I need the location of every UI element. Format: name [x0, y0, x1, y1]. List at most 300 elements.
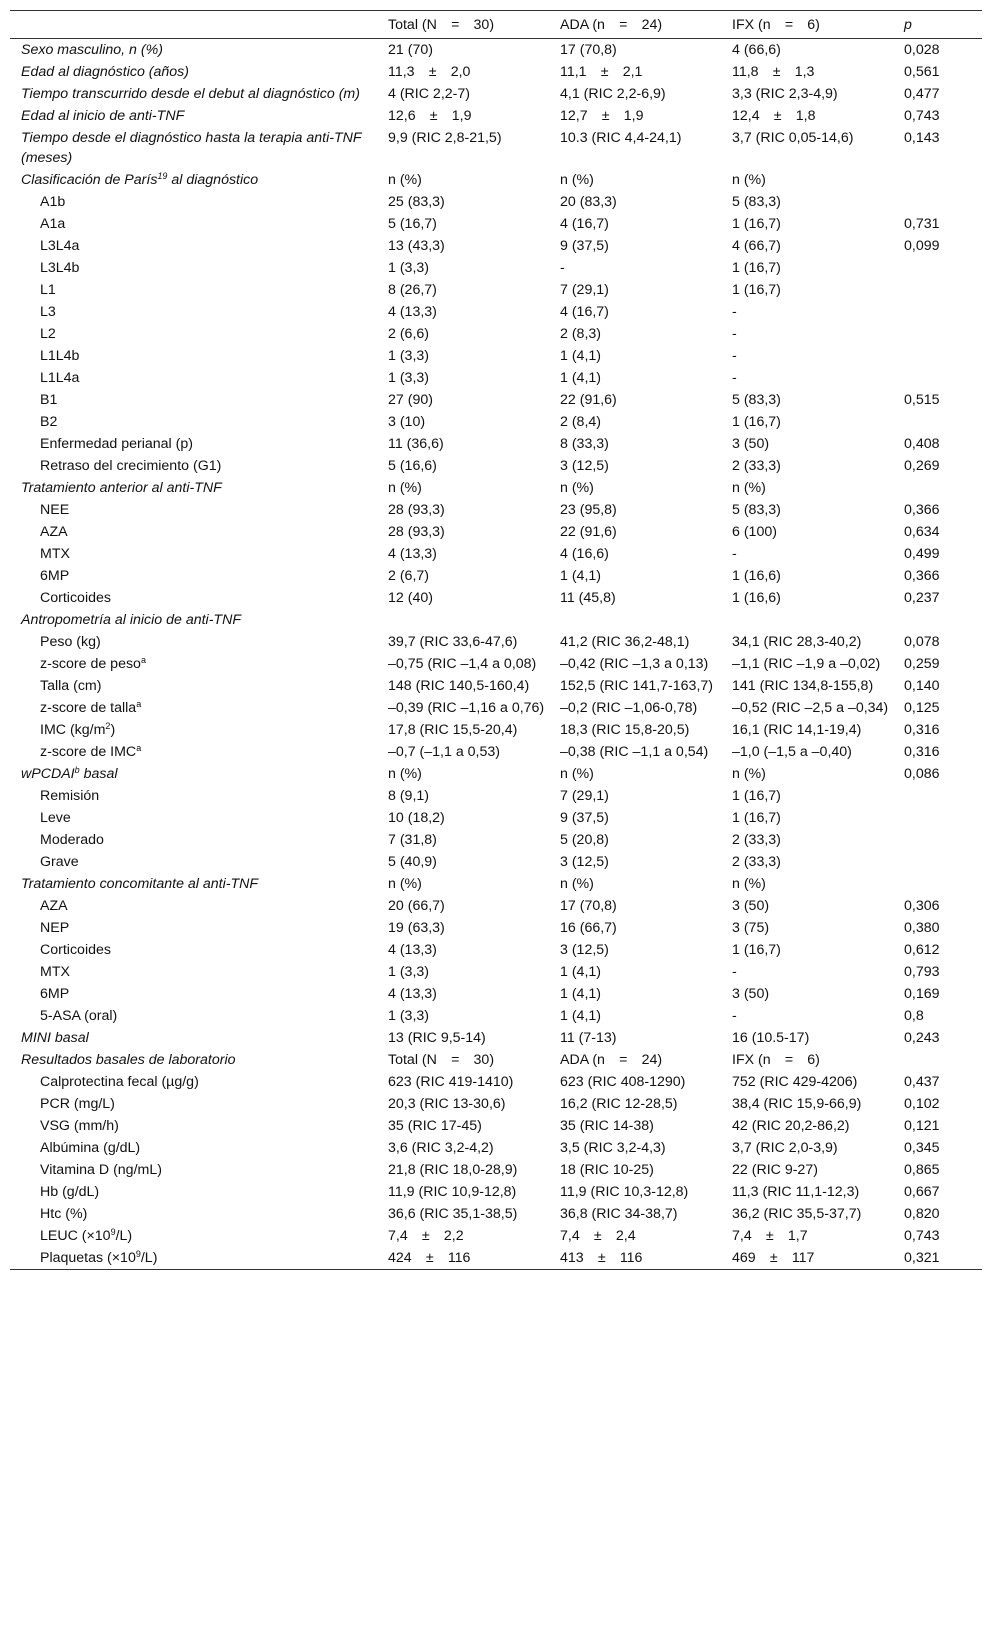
row-label-text: B2 [40, 414, 58, 430]
cell-p: 0,437 [904, 1074, 940, 1090]
row-label-text: 6MP [40, 986, 70, 1002]
row-label-suffix: /L) [140, 1250, 158, 1266]
table-row [10, 785, 982, 807]
cell-ifx [726, 609, 898, 631]
row-label-text: Clasificación de París [21, 172, 158, 188]
table-row [10, 565, 982, 587]
cell-ada: 2 (8,3) [560, 326, 602, 342]
row-label [10, 433, 382, 455]
cell-total: 39,7 (RIC 33,6-47,6) [388, 634, 518, 650]
table-row [10, 279, 982, 301]
cell-p: 0,477 [904, 86, 940, 102]
row-label-text: Sexo masculino, n (%) [21, 42, 163, 58]
table-row [10, 345, 982, 367]
row-label-text: A1a [40, 216, 66, 232]
cell-ifx: - [732, 348, 737, 364]
cell-ada: 10.3 (RIC 4,4-24,1) [560, 130, 682, 146]
row-label-text: Grave [40, 854, 79, 870]
row-label [10, 213, 382, 235]
cell-p: 0,408 [904, 436, 940, 452]
cell-ifx: –1,0 (–1,5 a –0,40) [732, 744, 852, 760]
row-label [10, 323, 382, 345]
table-row [10, 1181, 982, 1203]
table-row [10, 323, 982, 345]
cell-ifx: 1 (16,7) [732, 810, 781, 826]
cell-total: 25 (83,3) [388, 194, 445, 210]
row-label-text: Resultados basales de laboratorio [21, 1052, 236, 1068]
footnote-marker: b [74, 765, 80, 775]
table-row [10, 807, 982, 829]
row-label-text: Corticoides [40, 590, 111, 606]
row-label-text: L3 [40, 304, 56, 320]
table-row [10, 169, 982, 191]
row-label-text: LEUC (×10 [40, 1228, 111, 1244]
row-label-text: NEP [40, 920, 70, 936]
row-label [10, 477, 382, 499]
cell-total: 20,3 (RIC 13-30,6) [388, 1096, 506, 1112]
cell-p: 0,316 [904, 722, 940, 738]
cell-ada: 1 (4,1) [560, 1008, 602, 1024]
cell-ifx: 5 (83,3) [732, 392, 781, 408]
cell-total: 10 (18,2) [388, 810, 445, 826]
cell-ada: 22 (91,6) [560, 524, 617, 540]
cell-total: 5 (40,9) [388, 854, 437, 870]
cell-ada: 11,1 ± 2,1 [560, 64, 643, 80]
cell-p: 0,259 [904, 656, 940, 672]
cell-ifx: 3 (50) [732, 986, 770, 1002]
table-row [10, 763, 982, 785]
cell-ifx: –1,1 (RIC –1,9 a –0,02) [732, 656, 881, 672]
cell-ifx: 3,3 (RIC 2,3-4,9) [732, 86, 838, 102]
table-row [10, 389, 982, 411]
table-row [10, 1115, 982, 1137]
cell-p: 0,028 [904, 42, 940, 58]
cell-ada: 16 (66,7) [560, 920, 617, 936]
row-label-text: Talla (cm) [40, 678, 102, 694]
row-label-text: VSG (mm/h) [40, 1118, 119, 1134]
cell-total: 11,3 ± 2,0 [388, 64, 471, 80]
table-row [10, 257, 982, 279]
row-label [10, 1071, 382, 1093]
header-row [10, 11, 982, 39]
cell-ifx: 42 (RIC 20,2-86,2) [732, 1118, 850, 1134]
cell-ada: 9 (37,5) [560, 810, 609, 826]
cell-ada: 3 (12,5) [560, 854, 609, 870]
cell-ifx: 5 (83,3) [732, 502, 781, 518]
row-label-text: Enfermedad perianal (p) [40, 436, 193, 452]
cell-ifx: 3 (50) [732, 436, 770, 452]
row-label [10, 367, 382, 389]
table-row [10, 455, 982, 477]
row-label-suffix: /L) [115, 1228, 133, 1244]
cell-total: 8 (26,7) [388, 282, 437, 298]
cell-total: –0,7 (–1,1 a 0,53) [388, 744, 501, 760]
row-label-text: Tiempo desde el diagnóstico hasta la terapia anti-TNF (meses) [21, 130, 362, 166]
cell-ifx: 16,1 (RIC 14,1-19,4) [732, 722, 862, 738]
table-row [10, 1027, 982, 1049]
row-label [10, 1247, 382, 1270]
table-row [10, 939, 982, 961]
cell-ada: 152,5 (RIC 141,7-163,7) [560, 678, 714, 694]
row-label [10, 83, 382, 105]
cell-ada: 17 (70,8) [560, 898, 617, 914]
row-label [10, 961, 382, 983]
row-label [10, 39, 382, 62]
cell-ifx: 7,4 ± 1,7 [732, 1228, 808, 1244]
row-label [10, 653, 382, 675]
table-row [10, 39, 982, 62]
row-label [10, 763, 382, 785]
cell-ada [554, 609, 726, 631]
table-row [10, 1093, 982, 1115]
cell-ifx: 11,3 (RIC 11,1-12,3) [732, 1184, 860, 1200]
cell-ada: 4 (16,6) [560, 546, 609, 562]
cell-ifx: 1 (16,7) [732, 260, 781, 276]
row-label [10, 939, 382, 961]
cell-total: 4 (RIC 2,2-7) [388, 86, 470, 102]
cell-ada: 18,3 (RIC 15,8-20,5) [560, 722, 690, 738]
row-label-text: wPCDAI [21, 766, 75, 782]
cell-ifx: 6 (100) [732, 524, 777, 540]
cell-p: 0,169 [904, 986, 940, 1002]
cell-p: 0,078 [904, 634, 940, 650]
cell-total: 5 (16,7) [388, 216, 437, 232]
cell-total: 5 (16,6) [388, 458, 437, 474]
row-label-text: Plaquetas (×10 [40, 1250, 136, 1266]
cell-ada: 41,2 (RIC 36,2-48,1) [560, 634, 690, 650]
cell-p: 0,099 [904, 238, 940, 254]
table-row [10, 631, 982, 653]
cell-total: 4 (13,3) [388, 546, 437, 562]
cell-total: 1 (3,3) [388, 1008, 430, 1024]
cell-p: 0,743 [904, 1228, 940, 1244]
cell-total [382, 609, 554, 631]
cell-ifx: 12,4 ± 1,8 [732, 108, 816, 124]
cell-ifx: - [732, 546, 737, 562]
cell-ada: n (%) [560, 480, 594, 496]
cell-total: 11,9 (RIC 10,9-12,8) [388, 1184, 517, 1200]
row-label [10, 565, 382, 587]
row-label [10, 345, 382, 367]
row-label-text: Hb (g/dL) [40, 1184, 100, 1200]
cell-total: 424 ± 116 [388, 1250, 471, 1266]
row-label [10, 1225, 382, 1247]
row-label [10, 631, 382, 653]
cell-ada: 7,4 ± 2,4 [560, 1228, 636, 1244]
row-label-text: 6MP [40, 568, 70, 584]
cell-p [898, 345, 982, 367]
row-label [10, 301, 382, 323]
cell-total: 28 (93,3) [388, 524, 445, 540]
row-label-text: z-score de IMC [40, 744, 137, 760]
table-row [10, 917, 982, 939]
row-label-text: L3L4b [40, 260, 80, 276]
table-row [10, 521, 982, 543]
cell-total: 7,4 ± 2,2 [388, 1228, 464, 1244]
table-row [10, 829, 982, 851]
cell-p [898, 807, 982, 829]
cell-total: n (%) [388, 172, 422, 188]
cell-ifx: 3 (50) [732, 898, 770, 914]
cell-total: 1 (3,3) [388, 370, 430, 386]
footnote-marker: a [140, 655, 146, 665]
cell-total: 1 (3,3) [388, 260, 430, 276]
table-row [10, 1225, 982, 1247]
cell-ifx: 4 (66,6) [732, 42, 781, 58]
cell-p: 0,366 [904, 502, 940, 518]
cell-p [898, 609, 982, 631]
row-label-suffix: al diagnóstico [167, 172, 259, 188]
row-label-text: AZA [40, 898, 68, 914]
row-label [10, 697, 382, 719]
cell-ada: 3,5 (RIC 3,2-4,3) [560, 1140, 666, 1156]
row-label [10, 105, 382, 127]
table-row [10, 851, 982, 873]
row-label-text: 5-ASA (oral) [40, 1008, 118, 1024]
row-label-text: Corticoides [40, 942, 111, 958]
cell-total: n (%) [388, 876, 422, 892]
cell-ifx: 36,2 (RIC 35,5-37,7) [732, 1206, 862, 1222]
table-row [10, 873, 982, 895]
cell-p: 0,612 [904, 942, 940, 958]
cell-ifx: n (%) [732, 480, 766, 496]
table-row [10, 719, 982, 741]
cell-p [898, 169, 982, 191]
cell-ifx: 469 ± 117 [732, 1250, 815, 1266]
row-label-text: MTX [40, 546, 70, 562]
table-row [10, 477, 982, 499]
table-row [10, 367, 982, 389]
row-label [10, 279, 382, 301]
row-label [10, 1203, 382, 1225]
table-row [10, 1005, 982, 1027]
cell-ada: 8 (33,3) [560, 436, 609, 452]
cell-ada: 413 ± 116 [560, 1250, 643, 1266]
cell-ifx: –0,52 (RIC –2,5 a –0,34) [732, 700, 889, 716]
row-label [10, 807, 382, 829]
row-label [10, 543, 382, 565]
cell-total: 1 (3,3) [388, 964, 430, 980]
row-label-text: Retraso del crecimiento (G1) [40, 458, 222, 474]
table-row [10, 1247, 982, 1270]
cell-ifx: - [732, 964, 737, 980]
row-label [10, 917, 382, 939]
row-label [10, 609, 382, 631]
cell-ifx: 3 (75) [732, 920, 770, 936]
row-label-text: Peso (kg) [40, 634, 101, 650]
cell-total: –0,39 (RIC –1,16 a 0,76) [388, 700, 545, 716]
cell-p: 0,743 [904, 108, 940, 124]
cell-total: 148 (RIC 140,5-160,4) [388, 678, 530, 694]
cell-ada: 11 (45,8) [560, 590, 616, 606]
cell-ifx: 38,4 (RIC 15,9-66,9) [732, 1096, 862, 1112]
cell-ada: 3 (12,5) [560, 942, 609, 958]
cell-p: 0,515 [904, 392, 940, 408]
row-label [10, 587, 382, 609]
cell-ada: 9 (37,5) [560, 238, 609, 254]
cell-ada: 7 (29,1) [560, 282, 609, 298]
row-label [10, 169, 382, 191]
footnote-marker: 9 [135, 1249, 141, 1259]
table-row [10, 1159, 982, 1181]
table-row [10, 105, 982, 127]
cell-ifx: 2 (33,3) [732, 458, 781, 474]
cell-ifx: 1 (16,7) [732, 282, 781, 298]
row-label-text: B1 [40, 392, 58, 408]
row-label [10, 499, 382, 521]
row-label [10, 1115, 382, 1137]
cell-ifx: 141 (RIC 134,8-155,8) [732, 678, 874, 694]
cell-ifx: - [732, 304, 737, 320]
cell-ifx: 1 (16,7) [732, 788, 781, 804]
cell-ifx: 3,7 (RIC 2,0-3,9) [732, 1140, 838, 1156]
table-row [10, 1049, 982, 1071]
table-row [10, 83, 982, 105]
cell-ada: 36,8 (RIC 34-38,7) [560, 1206, 678, 1222]
row-label [10, 829, 382, 851]
cell-ada: - [560, 260, 565, 276]
row-label [10, 1093, 382, 1115]
cell-ada: 11 (7-13) [560, 1030, 617, 1046]
cell-ada: 23 (95,8) [560, 502, 617, 518]
header-ada: ADA (n = 24) [560, 17, 663, 33]
row-label-text: Calprotectina fecal (µg/g) [40, 1074, 199, 1090]
cell-p: 0,634 [904, 524, 940, 540]
row-label-suffix: basal [79, 766, 118, 782]
cell-total: 27 (90) [388, 392, 433, 408]
table-row [10, 983, 982, 1005]
table-row [10, 301, 982, 323]
row-label [10, 675, 382, 697]
cell-ada: 1 (4,1) [560, 964, 602, 980]
cell-p [898, 851, 982, 873]
table-row [10, 191, 982, 213]
table-row [10, 961, 982, 983]
cell-p: 0,731 [904, 216, 940, 232]
cell-ifx: 1 (16,7) [732, 216, 781, 232]
row-label [10, 873, 382, 895]
cell-total: 20 (66,7) [388, 898, 445, 914]
cell-total: n (%) [388, 766, 422, 782]
cell-total: 4 (13,3) [388, 986, 437, 1002]
cell-ifx: 752 (RIC 429-4206) [732, 1074, 858, 1090]
cell-total: 19 (63,3) [388, 920, 445, 936]
cell-p: 0,380 [904, 920, 940, 936]
row-label-text: Tiempo transcurrido desde el debut al diagnóstico (m) [21, 86, 360, 102]
cell-total: 36,6 (RIC 35,1-38,5) [388, 1206, 518, 1222]
cell-p: 0,237 [904, 590, 940, 606]
cell-p: 0,243 [904, 1030, 940, 1046]
row-label-text: NEE [40, 502, 70, 518]
cell-total: 11 (36,6) [388, 436, 444, 452]
cell-p: 0,086 [904, 766, 940, 782]
row-label-text: Leve [40, 810, 71, 826]
cell-ada: 16,2 (RIC 12-28,5) [560, 1096, 678, 1112]
row-label [10, 741, 382, 763]
row-label-text: Vitamina D (ng/mL) [40, 1162, 162, 1178]
cell-p [898, 301, 982, 323]
cell-total: 12,6 ± 1,9 [388, 108, 472, 124]
cell-ada: 1 (4,1) [560, 568, 602, 584]
cell-total: 21,8 (RIC 18,0-28,9) [388, 1162, 518, 1178]
row-label-text: z-score de talla [40, 700, 137, 716]
cell-ifx: 2 (33,3) [732, 854, 781, 870]
cell-total: 28 (93,3) [388, 502, 445, 518]
cell-ada: –0,42 (RIC –1,3 a 0,13) [560, 656, 709, 672]
cell-ada: 3 (12,5) [560, 458, 609, 474]
cell-p [898, 785, 982, 807]
cell-total: 7 (31,8) [388, 832, 437, 848]
cell-total: 4 (13,3) [388, 942, 437, 958]
row-label [10, 851, 382, 873]
cell-total: n (%) [388, 480, 422, 496]
cell-ifx: n (%) [732, 766, 766, 782]
cell-total: 35 (RIC 17-45) [388, 1118, 482, 1134]
row-label-text: Edad al inicio de anti-TNF [21, 108, 185, 124]
cell-p: 0,8 [904, 1008, 924, 1024]
row-label [10, 785, 382, 807]
row-label [10, 1005, 382, 1027]
cell-total: 3 (10) [388, 414, 426, 430]
cell-ada: n (%) [560, 766, 594, 782]
cell-p: 0,499 [904, 546, 940, 562]
cell-p: 0,143 [904, 130, 940, 146]
row-label [10, 895, 382, 917]
row-label-suffix: ) [110, 722, 116, 738]
row-label [10, 1027, 382, 1049]
cell-p: 0,306 [904, 898, 940, 914]
cell-total: 13 (43,3) [388, 238, 445, 254]
cell-p: 0,316 [904, 744, 940, 760]
row-label-text: Htc (%) [40, 1206, 88, 1222]
data-table [10, 10, 982, 1270]
cell-total: 623 (RIC 419-1410) [388, 1074, 514, 1090]
cell-total: 4 (13,3) [388, 304, 437, 320]
cell-ada: n (%) [560, 876, 594, 892]
table-row [10, 61, 982, 83]
row-label [10, 235, 382, 257]
cell-p [898, 191, 982, 213]
cell-ada: –0,2 (RIC –1,06-0,78) [560, 700, 698, 716]
row-label [10, 983, 382, 1005]
cell-p: 0,125 [904, 700, 940, 716]
cell-ifx: 11,8 ± 1,3 [732, 64, 815, 80]
cell-total: Total (N = 30) [388, 1052, 495, 1068]
cell-ifx: 1 (16,7) [732, 414, 781, 430]
cell-ifx: 1 (16,6) [732, 568, 781, 584]
row-label-text: Tratamiento anterior al anti-TNF [21, 480, 222, 496]
cell-p: 0,140 [904, 678, 940, 694]
table-row [10, 653, 982, 675]
cell-total: 13 (RIC 9,5-14) [388, 1030, 486, 1046]
cell-ifx: 1 (16,6) [732, 590, 781, 606]
cell-total: 9,9 (RIC 2,8-21,5) [388, 130, 502, 146]
cell-ada: ADA (n = 24) [560, 1052, 663, 1068]
row-label-text: Antropometría al inicio de anti-TNF [21, 612, 241, 628]
footnote-marker: 2 [105, 721, 111, 731]
row-label-text: Albúmina (g/dL) [40, 1140, 141, 1156]
cell-ifx: 34,1 (RIC 28,3-40,2) [732, 634, 862, 650]
cell-total: 21 (70) [388, 42, 433, 58]
cell-p: 0,793 [904, 964, 940, 980]
cell-ifx: 1 (16,7) [732, 942, 781, 958]
row-label-text: Remisión [40, 788, 100, 804]
cell-p [898, 477, 982, 499]
cell-ada: n (%) [560, 172, 594, 188]
cell-p: 0,820 [904, 1206, 940, 1222]
cell-ada: 7 (29,1) [560, 788, 609, 804]
cell-ada: 11,9 (RIC 10,3-12,8) [560, 1184, 689, 1200]
